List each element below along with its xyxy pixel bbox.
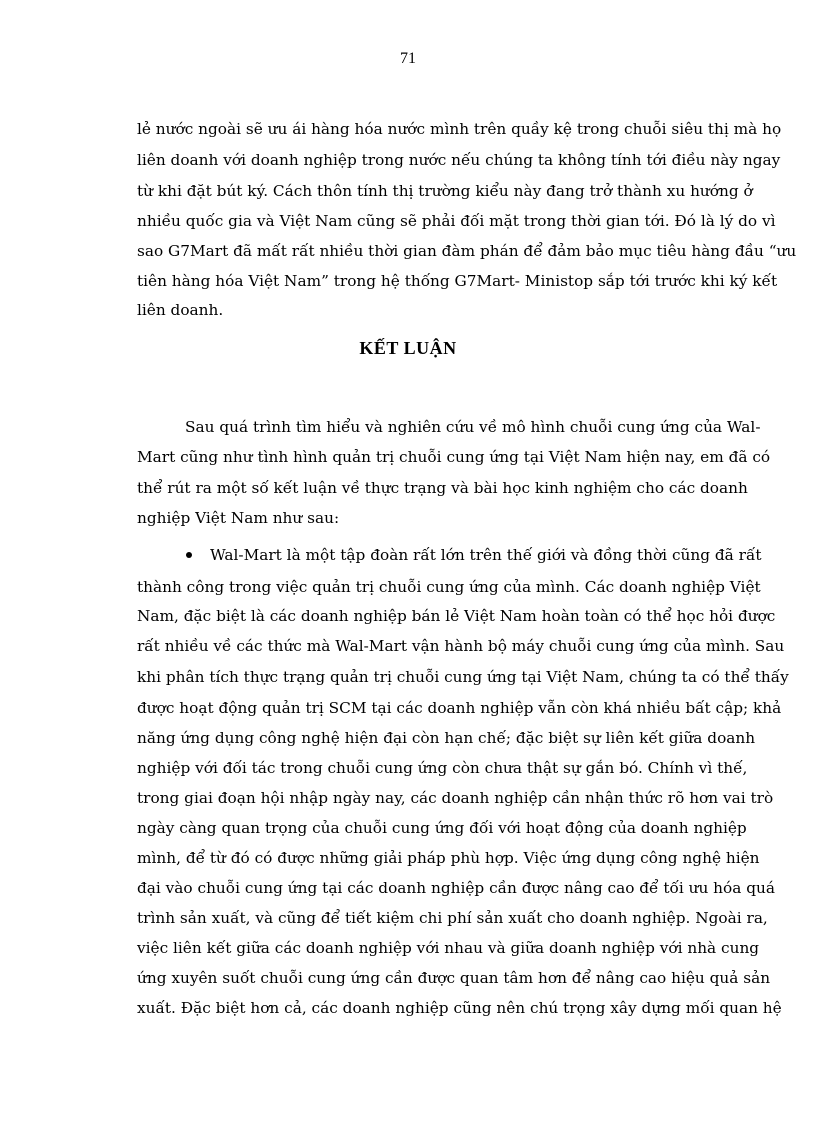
bullet-line: thành công trong việc quản trị chuỗi cung ứng của mình. Các doanh nghiệp Việt: [137, 578, 761, 596]
bullet-line: nghiệp với đối tác trong chuỗi cung ứng còn chưa thật sự gắn bó. Chính vì thế,: [137, 759, 748, 777]
page-number: 71: [400, 50, 416, 67]
conclusion-line: Sau quá trình tìm hiểu và nghiên cứu về mô hình chuỗi cung ứng của Wal-: [185, 418, 761, 436]
bullet-line: rất nhiều về các thức mà Wal-Mart vận hành bộ máy chuỗi cung ứng của mình. Sau: [137, 637, 785, 655]
section-heading: KẾT LUẬN: [359, 338, 457, 358]
bullet-line: Wal-Mart là một tập đoàn rất lớn trên thế giới và đồng thời cũng đã rất: [210, 546, 762, 564]
intro-line: sao G7Mart đã mất rất nhiều thời gian đàm phán để đảm bảo mục tiêu hàng đầu “ưu: [137, 242, 797, 260]
intro-line: liên doanh với doanh nghiệp trong nước nếu chúng ta không tính tới điều này ngay: [137, 151, 781, 169]
bullet-line: được hoạt động quản trị SCM tại các doanh nghiệp vẫn còn khá nhiều bất cập; khả: [137, 699, 782, 717]
conclusion-line: nghiệp Việt Nam như sau:: [137, 509, 340, 527]
bullet-line: trình sản xuất, và cũng để tiết kiệm chi phí sản xuất cho doanh nghiệp. Ngoài ra,: [137, 909, 768, 927]
conclusion-line: thể rút ra một số kết luận về thực trạng và bài học kinh nghiệm cho các doanh: [137, 479, 748, 497]
intro-line: từ khi đặt bút ký. Cách thôn tính thị trường kiểu này đang trở thành xu hướng ở: [137, 182, 753, 200]
bullet-line: năng ứng dụng công nghệ hiện đại còn hạn chế; đặc biệt sự liên kết giữa doanh: [137, 729, 756, 747]
bullet-line: ngày càng quan trọng của chuỗi cung ứng đối với hoạt động của doanh nghiệp: [137, 819, 747, 837]
bullet-line: khi phân tích thực trạng quản trị chuỗi cung ứng tại Việt Nam, chúng ta có thể thấy: [137, 668, 789, 686]
intro-line: tiên hàng hóa Việt Nam” trong hệ thống G7Mart- Ministop sắp tới trước khi ký kết: [137, 272, 778, 290]
bullet-line: mình, để từ đó có được những giải pháp phù hợp. Việc ứng dụng công nghệ hiện: [137, 849, 760, 867]
intro-line: nhiều quốc gia và Việt Nam cũng sẽ phải đối mặt trong thời gian tới. Đó là lý do vì: [137, 212, 776, 230]
bullet-line: ứng xuyên suốt chuỗi cung ứng cần được quan tâm hơn để nâng cao hiệu quả sản: [137, 969, 771, 987]
intro-line: liên doanh.: [137, 301, 224, 319]
bullet-icon: [186, 552, 192, 558]
bullet-line: việc liên kết giữa các doanh nghiệp với nhau và giữa doanh nghiệp với nhà cung: [137, 939, 760, 957]
bullet-line: trong giai đoạn hội nhập ngày nay, các doanh nghiệp cần nhận thức rõ hơn vai trò: [137, 789, 774, 807]
intro-line: lẻ nước ngoài sẽ ưu ái hàng hóa nước mình trên quầy kệ trong chuỗi siêu thị mà họ: [137, 120, 782, 138]
bullet-line: đại vào chuỗi cung ứng tại các doanh nghiệp cần được nâng cao để tối ưu hóa quá: [137, 879, 775, 897]
conclusion-line: Mart cũng như tình hình quản trị chuỗi cung ứng tại Việt Nam hiện nay, em đã có: [137, 448, 771, 466]
bullet-line: Nam, đặc biệt là các doanh nghiệp bán lẻ Việt Nam hoàn toàn có thể học hỏi được: [137, 607, 776, 625]
bullet-line: xuất. Đặc biệt hơn cả, các doanh nghiệp cũng nên chú trọng xây dựng mối quan hệ: [137, 999, 782, 1017]
